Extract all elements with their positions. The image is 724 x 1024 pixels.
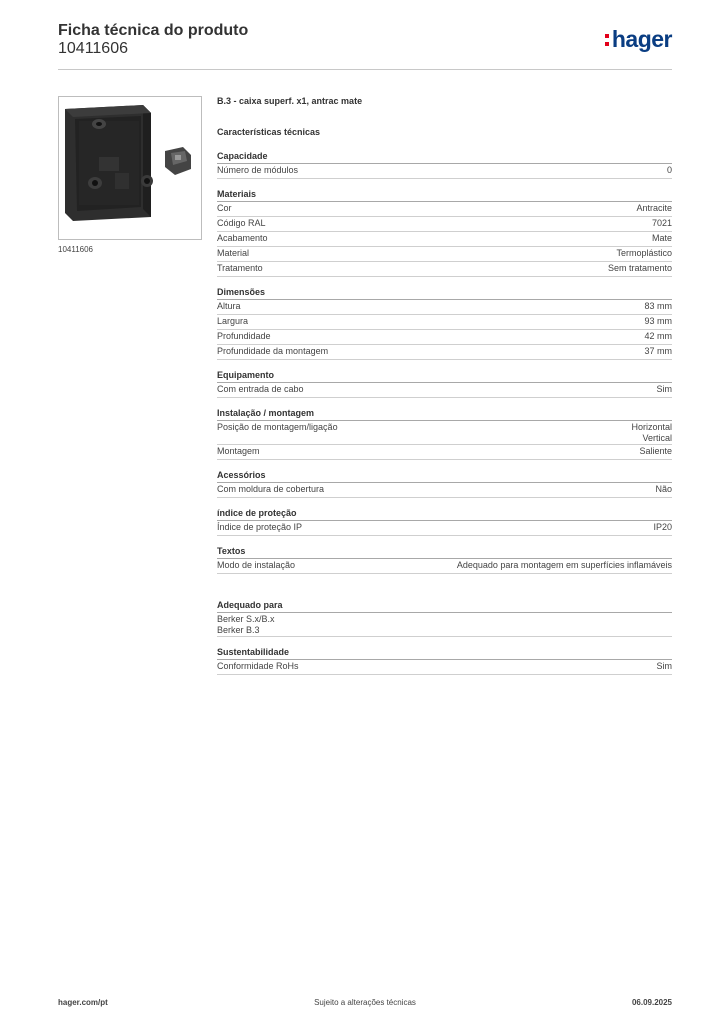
spec-value: 7021 (651, 218, 672, 228)
footer-notice: Sujeito a alterações técnicas (314, 998, 416, 1007)
footer-website: hager.com/pt (58, 998, 108, 1007)
spec-label: Modo de instalação (217, 560, 296, 570)
section-title: Acessórios (217, 469, 672, 483)
spec-label: Cor (217, 203, 232, 213)
spec-row (217, 521, 672, 536)
hager-logo (605, 26, 672, 53)
logo-text: hager (611, 26, 672, 52)
spec-label: Profundidade (217, 331, 271, 341)
spec-row (217, 164, 672, 179)
spec-value: Mate (651, 233, 672, 243)
spec-value: 83 mm (644, 301, 672, 311)
spec-label: Largura (217, 316, 249, 326)
product-name: B.3 - caixa superf. x1, antrac mate (217, 96, 363, 106)
spec-row (217, 483, 672, 498)
spec-row (217, 660, 672, 675)
spec-row (217, 330, 672, 345)
logo-dots-icon (605, 34, 609, 46)
spec-content (217, 96, 672, 675)
spec-row (217, 613, 672, 637)
spec-section (217, 469, 672, 498)
section-title: Textos (217, 545, 672, 559)
section-title: Adequado para (217, 599, 672, 613)
spec-value: Adequado para montagem em superfícies inflamáveis (456, 560, 672, 570)
spec-row (217, 315, 672, 330)
spec-row (217, 262, 672, 277)
spec-label: Com moldura de cobertura (217, 484, 325, 494)
spec-section (217, 286, 672, 360)
spec-value: 93 mm (644, 316, 672, 326)
spec-value: Sem tratamento (607, 263, 672, 273)
spec-row (217, 247, 672, 262)
spec-value: Não (655, 484, 672, 494)
section-title: Dimensões (217, 286, 672, 300)
spec-value: Termoplástico (616, 248, 672, 258)
spec-value: 37 mm (644, 346, 672, 356)
image-caption: 10411606 (58, 245, 93, 254)
spec-value: 42 mm (644, 331, 672, 341)
spec-section (217, 599, 672, 637)
spec-section (217, 545, 672, 574)
spec-label: Montagem (217, 446, 260, 456)
spec-label: Berker S.x/B.x Berker B.3 (217, 614, 275, 635)
spec-row (217, 421, 672, 445)
product-number: 10411606 (58, 40, 128, 57)
section-title: Materiais (217, 188, 672, 202)
spec-row (217, 300, 672, 315)
spec-value: Sim (656, 661, 672, 671)
section-title: Instalação / montagem (217, 407, 672, 421)
spec-value: Antracite (636, 203, 672, 213)
product-image (58, 96, 202, 240)
page-title: Ficha técnica do produto (58, 22, 249, 39)
spec-label: Tratamento (217, 263, 263, 273)
section-title: Capacidade (217, 150, 672, 164)
spec-row (217, 202, 672, 217)
spec-value: Horizontal Vertical (631, 422, 672, 443)
spec-label: Com entrada de cabo (217, 384, 304, 394)
spec-value: 0 (666, 165, 672, 175)
spec-section (217, 188, 672, 277)
spec-section (217, 507, 672, 536)
spec-section (217, 150, 672, 179)
spec-section (217, 407, 672, 460)
spec-label: Altura (217, 301, 241, 311)
spec-label: Número de módulos (217, 165, 299, 175)
spec-label: Profundidade da montagem (217, 346, 329, 356)
section-title: Equipamento (217, 369, 672, 383)
spec-row (217, 232, 672, 247)
spec-row (217, 345, 672, 360)
section-title: índice de proteção (217, 507, 672, 521)
spec-value: Sim (656, 384, 672, 394)
spec-label: Acabamento (217, 233, 268, 243)
page-header (58, 20, 672, 70)
surface-box-icon (59, 97, 201, 239)
spec-row (217, 217, 672, 232)
section-title: Sustentabilidade (217, 646, 672, 660)
spec-row (217, 445, 672, 460)
spec-value: IP20 (653, 522, 672, 532)
spec-sections (217, 150, 672, 675)
characteristics-heading: Características técnicas (217, 127, 321, 137)
spec-label: Posição de montagem/ligação (217, 422, 338, 432)
spec-label: Índice de proteção IP (217, 522, 303, 532)
spec-label: Material (217, 248, 250, 258)
footer-date: 06.09.2025 (631, 998, 672, 1007)
spec-value: Saliente (639, 446, 672, 456)
spec-section (217, 369, 672, 398)
spec-label: Conformidade RoHs (217, 661, 299, 671)
spec-row (217, 383, 672, 398)
spec-label: Código RAL (217, 218, 266, 228)
spec-row (217, 559, 672, 574)
spec-section (217, 646, 672, 675)
